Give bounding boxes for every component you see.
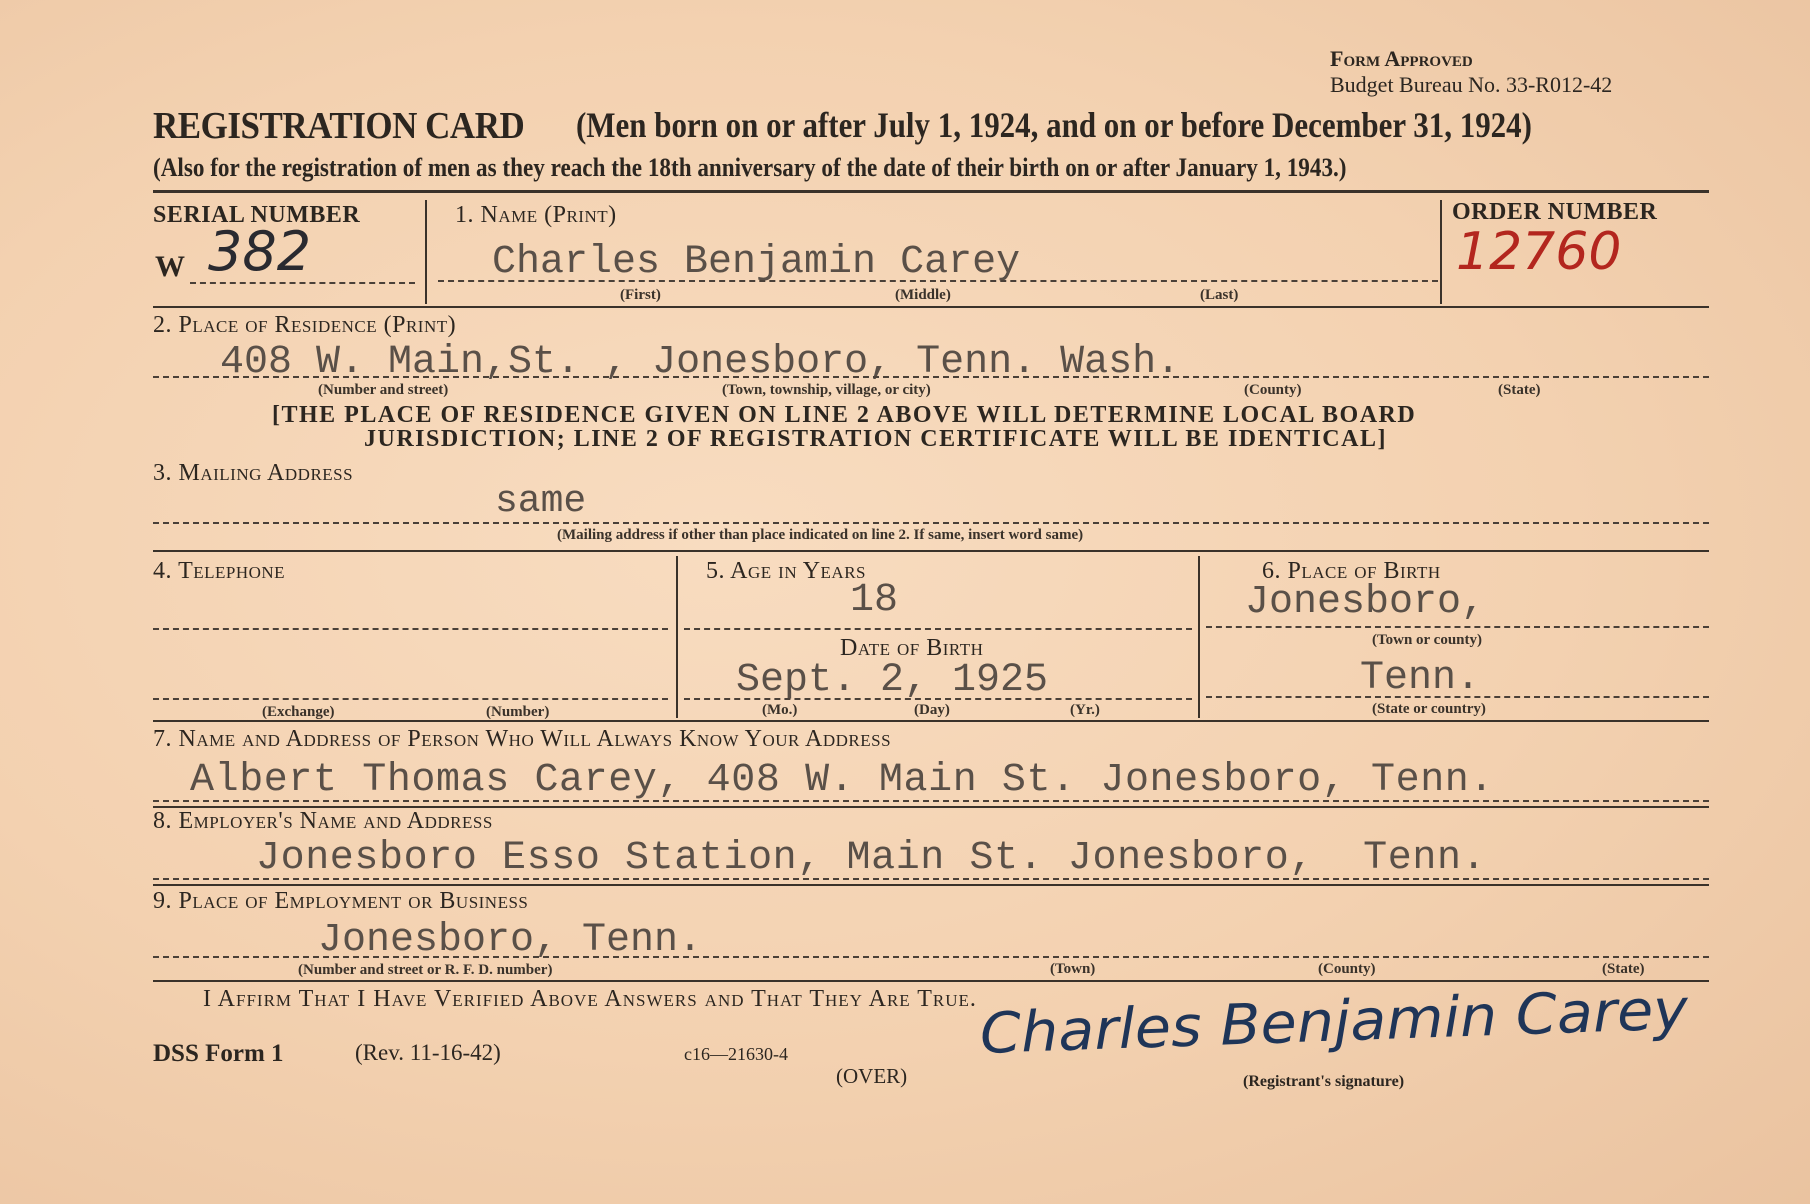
jurisdiction-notice-line2: JURISDICTION; LINE 2 OF REGISTRATION CERTIFICATE WILL BE IDENTICAL] [364,426,1387,452]
telephone-label: 4. Telephone [153,558,286,584]
jurisdiction-notice-line1: [THE PLACE OF RESIDENCE GIVEN ON LINE 2 ABOVE WILL DETERMINE LOCAL BOARD [272,402,1417,428]
caption-day: (Day) [914,702,950,718]
caption-month: (Mo.) [762,702,798,718]
residence-label: 2. Place of Residence (Print) [153,312,457,338]
caption-year: (Yr.) [1070,702,1100,718]
budget-bureau: Budget Bureau No. 33-R012-42 [1330,72,1613,97]
dob-label: Date of Birth [840,635,984,661]
order-label: ORDER NUMBER [1452,199,1658,225]
birthplace-label: 6. Place of Birth [1262,558,1441,584]
birthplace-state: Tenn. [1360,656,1481,701]
serial-label: SERIAL NUMBER [153,202,361,228]
caption-employment-county: (County) [1318,961,1376,977]
employment-value: Jonesboro, Tenn. [318,918,703,963]
signature-caption: (Registrant's signature) [1243,1073,1405,1090]
caption-employment-state: (State) [1602,961,1645,977]
name-value: Charles Benjamin Carey [492,240,1021,285]
revision: (Rev. 11-16-42) [355,1040,501,1065]
serial-value: 382 [208,220,312,283]
caption-exchange: (Exchange) [262,704,335,720]
contact-label: 7. Name and Address of Person Who Will Always Know Your Address [153,726,892,752]
mailing-label: 3. Mailing Address [153,460,354,486]
print-code: c16—21630-4 [684,1044,788,1064]
caption-street: (Number and street) [318,382,449,398]
residence-value: 408 W. Main,St. , Jonesboro, Tenn. Wash. [220,340,1181,385]
serial-prefix: W [155,250,185,283]
caption-town-county: (Town or county) [1372,632,1483,648]
registrant-signature: Charles Benjamin Carey [978,977,1690,1067]
birthplace-town: Jonesboro, [1245,580,1486,625]
contact-value: Albert Thomas Carey, 408 W. Main St. Jonesboro, Tenn. [190,758,1495,803]
affirmation: I Affirm That I Have Verified Above Answers and That They Are True. [203,986,977,1012]
mailing-value: same [495,480,587,523]
caption-street-rfd: (Number and street or R. F. D. number) [298,962,553,978]
also-for-note: (Also for the registration of men as they reach the 18th anniversary of the date of their birth on or after January 1, 1943.) [153,153,1347,182]
employer-label: 8. Employer's Name and Address [153,808,493,834]
age-value: 18 [850,578,899,623]
caption-middle: (Middle) [895,287,951,303]
top-rule [153,190,1709,193]
caption-state-country: (State or country) [1372,701,1486,717]
age-label: 5. Age in Years [706,558,867,584]
employer-value: Jonesboro Esso Station, Main St. Jonesboro, Tenn. [256,836,1487,881]
caption-first: (First) [620,287,661,303]
caption-county: (County) [1244,382,1302,398]
name-label: 1. Name (Print) [455,202,617,228]
caption-employment-town: (Town) [1050,961,1096,977]
form-approved: Form Approved [1330,46,1473,71]
employment-label: 9. Place of Employment or Business [153,888,529,914]
caption-state: (State) [1498,382,1541,398]
eligibility-note: (Men born on or after July 1, 1924, and on or before December 31, 1924) [576,105,1532,145]
order-value: 12760 [1456,222,1622,282]
card-title: REGISTRATION CARD [153,105,525,147]
caption-town: (Town, township, village, or city) [722,382,931,398]
dss-form: DSS Form 1 [153,1040,284,1067]
over-note: (OVER) [836,1064,908,1088]
caption-number: (Number) [486,704,550,720]
mailing-caption: (Mailing address if other than place indicated on line 2. If same, insert word same) [557,527,1084,543]
dob-value: Sept. 2, 1925 [736,658,1049,703]
caption-last: (Last) [1200,287,1239,303]
